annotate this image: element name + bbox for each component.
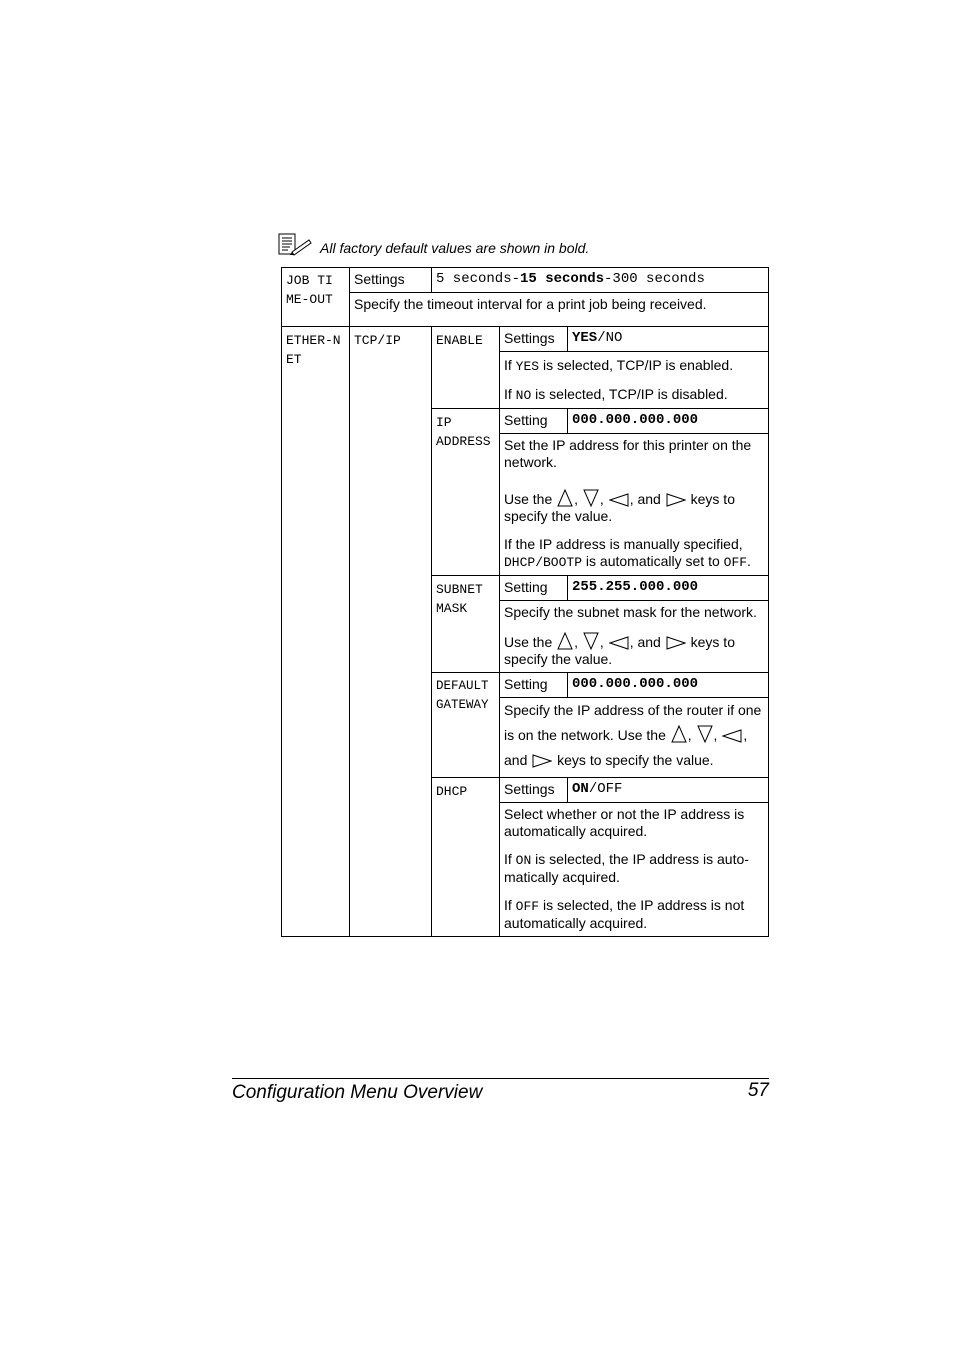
table-row: [282, 268, 769, 293]
table-row: [282, 293, 769, 327]
page-number: 57: [747, 1080, 769, 1101]
default-gateway-setting-label: Setting: [500, 673, 568, 698]
job-timeout-description: Specify the timeout interval for a print job being received.: [350, 293, 769, 327]
footer-title: Configuration Menu Overview: [232, 1082, 483, 1103]
right-arrow-icon: [666, 636, 686, 650]
dhcp-name: DHCP: [432, 778, 500, 937]
default-gateway-description: Specify the IP address of the router if one is on the network. Use the , , , and keys to specify the value.: [500, 698, 769, 778]
note: [278, 230, 589, 256]
ip-address-name: IP ADDRESS: [432, 409, 500, 576]
note-text: All factory default values are shown in bold.: [320, 240, 590, 256]
right-arrow-icon: [532, 754, 552, 768]
ip-address-description: Set the IP address for this printer on the network. Use the , , , and keys to specify the value. If the IP address is manually specified, DHCP/BOOTP is automatically set to OFF.: [500, 434, 769, 576]
up-arrow-icon: [671, 725, 687, 743]
job-timeout-value: 5 seconds-15 seconds-300 seconds: [432, 268, 769, 293]
footer-rule: [232, 1078, 769, 1079]
enable-description: If YES is selected, TCP/IP is enabled. If NO is selected, TCP/IP is disabled.: [500, 352, 769, 409]
down-arrow-icon: [697, 725, 713, 743]
job-timeout-name: JOB TIME-OUT: [282, 268, 350, 327]
default-gateway-name: DEFAULT GATEWAY: [432, 673, 500, 778]
left-arrow-icon: [722, 729, 742, 743]
table-row: [282, 327, 769, 352]
down-arrow-icon: [583, 489, 599, 507]
tcpip-name: TCP/IP: [350, 327, 432, 937]
ip-address-setting-label: Setting: [500, 409, 568, 434]
subnet-mask-description: Specify the subnet mask for the network. Use the , , , and keys to specify the value.: [500, 601, 769, 673]
job-timeout-settings-label: Settings: [350, 268, 432, 293]
enable-settings-label: Settings: [500, 327, 568, 352]
config-menu-table: [281, 267, 769, 937]
default-gateway-value: 000.000.000.000: [568, 673, 769, 698]
subnet-mask-name: SUBNET MASK: [432, 576, 500, 673]
subnet-mask-value: 255.255.000.000: [568, 576, 769, 601]
down-arrow-icon: [583, 632, 599, 650]
note-pencil-icon: [278, 232, 312, 256]
right-arrow-icon: [666, 493, 686, 507]
up-arrow-icon: [557, 489, 573, 507]
ethernet-name: ETHER-NET: [282, 327, 350, 937]
left-arrow-icon: [609, 636, 629, 650]
ip-address-value: 000.000.000.000: [568, 409, 769, 434]
dhcp-settings-label: Settings: [500, 778, 568, 803]
left-arrow-icon: [609, 493, 629, 507]
subnet-mask-setting-label: Setting: [500, 576, 568, 601]
dhcp-value: ON/OFF: [568, 778, 769, 803]
enable-name: ENABLE: [432, 327, 500, 409]
enable-value: YES/NO: [568, 327, 769, 352]
up-arrow-icon: [557, 632, 573, 650]
dhcp-description: Select whether or not the IP address is automatically acquired. If ON is selected, the IP address is auto-matically acquired. If OFF is selected, the IP address is not automatically acquired.: [500, 803, 769, 937]
